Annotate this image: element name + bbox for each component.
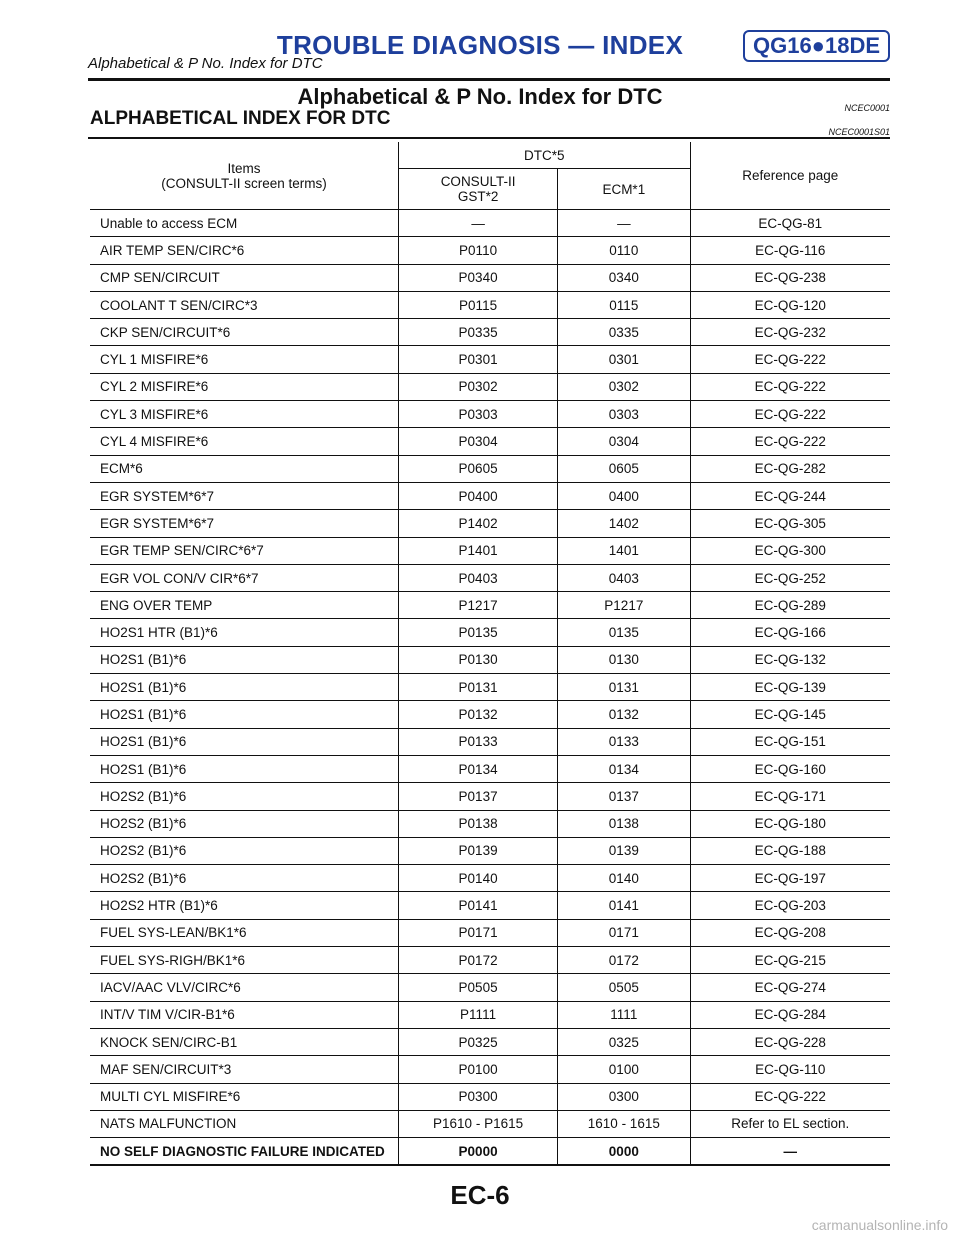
cell-reference: EC-QG-208 xyxy=(690,919,890,946)
cell-consult: P0138 xyxy=(399,810,558,837)
cell-item: HO2S2 HTR (B1)*6 xyxy=(90,892,399,919)
cell-item: Unable to access ECM xyxy=(90,210,399,237)
cell-item: MAF SEN/CIRCUIT*3 xyxy=(90,1056,399,1083)
header-title: TROUBLE DIAGNOSIS — INDEX xyxy=(276,30,684,60)
cell-consult: P0325 xyxy=(399,1028,558,1055)
cell-reference: EC-QG-232 xyxy=(690,319,890,346)
table-row xyxy=(90,1138,890,1166)
cell-consult: P0100 xyxy=(399,1056,558,1083)
cell-consult: P0301 xyxy=(399,346,558,373)
table-row xyxy=(90,783,890,810)
table-row xyxy=(90,291,890,318)
table-row xyxy=(90,646,890,673)
cell-consult: P0137 xyxy=(399,783,558,810)
cell-consult: P0340 xyxy=(399,264,558,291)
cell-ecm: 0137 xyxy=(558,783,690,810)
cell-item: EGR VOL CON/V CIR*6*7 xyxy=(90,564,399,591)
cell-item: ENG OVER TEMP xyxy=(90,592,399,619)
cell-ecm: 0100 xyxy=(558,1056,690,1083)
cell-item: HO2S2 (B1)*6 xyxy=(90,837,399,864)
cell-ecm: 0139 xyxy=(558,837,690,864)
cell-consult: — xyxy=(399,210,558,237)
cell-consult: P1111 xyxy=(399,1001,558,1028)
cell-item: KNOCK SEN/CIRC-B1 xyxy=(90,1028,399,1055)
cell-reference: EC-QG-228 xyxy=(690,1028,890,1055)
cell-reference: EC-QG-274 xyxy=(690,974,890,1001)
cell-ecm: 0335 xyxy=(558,319,690,346)
cell-reference: EC-QG-120 xyxy=(690,291,890,318)
cell-reference: EC-QG-222 xyxy=(690,1083,890,1110)
cell-item: AIR TEMP SEN/CIRC*6 xyxy=(90,237,399,264)
table-row xyxy=(90,210,890,237)
cell-reference: EC-QG-289 xyxy=(690,592,890,619)
cell-item: ECM*6 xyxy=(90,455,399,482)
cell-reference: EC-QG-244 xyxy=(690,482,890,509)
cell-consult: P0300 xyxy=(399,1083,558,1110)
cell-consult: P1610 - P1615 xyxy=(399,1110,558,1137)
cell-reference: EC-QG-110 xyxy=(690,1056,890,1083)
cell-consult: P0000 xyxy=(399,1138,558,1166)
table-row xyxy=(90,755,890,782)
cell-ecm: 0303 xyxy=(558,401,690,428)
header-consult: CONSULT-II GST*2 xyxy=(399,169,558,210)
cell-item: CMP SEN/CIRCUIT xyxy=(90,264,399,291)
cell-reference: EC-QG-222 xyxy=(690,428,890,455)
table-row xyxy=(90,373,890,400)
cell-ecm: 0325 xyxy=(558,1028,690,1055)
cell-consult: P0303 xyxy=(399,401,558,428)
cell-ecm: 0400 xyxy=(558,482,690,509)
cell-reference: EC-QG-116 xyxy=(690,237,890,264)
table-row xyxy=(90,564,890,591)
cell-reference: EC-QG-171 xyxy=(690,783,890,810)
cell-item: HO2S1 (B1)*6 xyxy=(90,674,399,701)
cell-ecm: 0110 xyxy=(558,237,690,264)
cell-ecm: 0140 xyxy=(558,865,690,892)
cell-ecm: 0300 xyxy=(558,1083,690,1110)
cell-ecm: 0133 xyxy=(558,728,690,755)
section-code: NCEC0001 xyxy=(844,103,890,113)
cell-consult: P0141 xyxy=(399,892,558,919)
cell-consult: P0131 xyxy=(399,674,558,701)
cell-reference: EC-QG-160 xyxy=(690,755,890,782)
table-row xyxy=(90,1001,890,1028)
cell-ecm: 0505 xyxy=(558,974,690,1001)
cell-ecm: 1610 - 1615 xyxy=(558,1110,690,1137)
cell-ecm: 0141 xyxy=(558,892,690,919)
cell-reference: EC-QG-222 xyxy=(690,401,890,428)
dtc-index-table xyxy=(90,142,890,1166)
cell-consult: P0110 xyxy=(399,237,558,264)
cell-reference: EC-QG-222 xyxy=(690,346,890,373)
engine-badge: QG16●18DE xyxy=(743,30,890,62)
header-subtitle: Alphabetical & P No. Index for DTC xyxy=(88,55,323,72)
cell-item: IACV/AAC VLV/CIRC*6 xyxy=(90,974,399,1001)
cell-consult: P0134 xyxy=(399,755,558,782)
subsection-title: ALPHABETICAL INDEX FOR DTC xyxy=(90,108,391,129)
cell-item: FUEL SYS-LEAN/BK1*6 xyxy=(90,919,399,946)
cell-ecm: 0138 xyxy=(558,810,690,837)
cell-consult: P1217 xyxy=(399,592,558,619)
section-title: Alphabetical & P No. Index for DTC xyxy=(297,84,663,109)
cell-item: EGR SYSTEM*6*7 xyxy=(90,510,399,537)
table-row xyxy=(90,919,890,946)
cell-ecm: 0135 xyxy=(558,619,690,646)
header-reference: Reference page xyxy=(690,142,890,210)
table-row xyxy=(90,1028,890,1055)
page-number: EC-6 xyxy=(450,1180,510,1210)
cell-ecm: 1111 xyxy=(558,1001,690,1028)
cell-ecm: 0605 xyxy=(558,455,690,482)
table-row xyxy=(90,865,890,892)
table-row xyxy=(90,674,890,701)
cell-item: NO SELF DIAGNOSTIC FAILURE INDICATED xyxy=(90,1138,399,1166)
table-row xyxy=(90,974,890,1001)
table-row xyxy=(90,319,890,346)
cell-ecm: P1217 xyxy=(558,592,690,619)
table-row xyxy=(90,1083,890,1110)
cell-consult: P0335 xyxy=(399,319,558,346)
header-ecm: ECM*1 xyxy=(558,169,690,210)
cell-reference: — xyxy=(690,1138,890,1166)
cell-ecm: 0172 xyxy=(558,947,690,974)
cell-item: HO2S2 (B1)*6 xyxy=(90,810,399,837)
table-row xyxy=(90,837,890,864)
cell-reference: EC-QG-215 xyxy=(690,947,890,974)
cell-consult: P0171 xyxy=(399,919,558,946)
cell-reference: EC-QG-151 xyxy=(690,728,890,755)
table-row xyxy=(90,482,890,509)
cell-consult: P0132 xyxy=(399,701,558,728)
cell-reference: EC-QG-180 xyxy=(690,810,890,837)
cell-ecm: 0130 xyxy=(558,646,690,673)
cell-reference: EC-QG-166 xyxy=(690,619,890,646)
table-row xyxy=(90,810,890,837)
cell-item: CYL 3 MISFIRE*6 xyxy=(90,401,399,428)
cell-item: CYL 1 MISFIRE*6 xyxy=(90,346,399,373)
cell-item: MULTI CYL MISFIRE*6 xyxy=(90,1083,399,1110)
cell-consult: P0130 xyxy=(399,646,558,673)
cell-reference: EC-QG-282 xyxy=(690,455,890,482)
cell-ecm: 0000 xyxy=(558,1138,690,1166)
cell-consult: P0403 xyxy=(399,564,558,591)
table-row xyxy=(90,728,890,755)
cell-item: HO2S2 (B1)*6 xyxy=(90,783,399,810)
cell-ecm: 1402 xyxy=(558,510,690,537)
table-row xyxy=(90,537,890,564)
cell-ecm: 0304 xyxy=(558,428,690,455)
cell-ecm: 0403 xyxy=(558,564,690,591)
cell-item: EGR SYSTEM*6*7 xyxy=(90,482,399,509)
cell-reference: EC-QG-132 xyxy=(690,646,890,673)
cell-consult: P0605 xyxy=(399,455,558,482)
cell-reference: EC-QG-300 xyxy=(690,537,890,564)
table-row xyxy=(90,947,890,974)
cell-item: COOLANT T SEN/CIRC*3 xyxy=(90,291,399,318)
cell-consult: P0304 xyxy=(399,428,558,455)
cell-consult: P0133 xyxy=(399,728,558,755)
cell-reference: EC-QG-305 xyxy=(690,510,890,537)
cell-consult: P0400 xyxy=(399,482,558,509)
cell-ecm: 0302 xyxy=(558,373,690,400)
cell-consult: P0172 xyxy=(399,947,558,974)
cell-reference: EC-QG-145 xyxy=(690,701,890,728)
cell-item: HO2S1 (B1)*6 xyxy=(90,728,399,755)
table-row xyxy=(90,619,890,646)
cell-item: HO2S1 (B1)*6 xyxy=(90,701,399,728)
cell-reference: EC-QG-284 xyxy=(690,1001,890,1028)
cell-consult: P0135 xyxy=(399,619,558,646)
table-row xyxy=(90,346,890,373)
table-row xyxy=(90,1110,890,1137)
cell-consult: P1402 xyxy=(399,510,558,537)
cell-reference: EC-QG-188 xyxy=(690,837,890,864)
cell-item: HO2S1 HTR (B1)*6 xyxy=(90,619,399,646)
cell-item: CYL 4 MISFIRE*6 xyxy=(90,428,399,455)
cell-item: INT/V TIM V/CIR-B1*6 xyxy=(90,1001,399,1028)
cell-ecm: 0134 xyxy=(558,755,690,782)
cell-item: HO2S1 (B1)*6 xyxy=(90,646,399,673)
cell-item: NATS MALFUNCTION xyxy=(90,1110,399,1137)
cell-reference: EC-QG-238 xyxy=(690,264,890,291)
cell-item: HO2S1 (B1)*6 xyxy=(90,755,399,782)
header-divider xyxy=(88,78,890,81)
cell-ecm: 0171 xyxy=(558,919,690,946)
header-items: Items (CONSULT-II screen terms) xyxy=(90,142,399,210)
watermark: carmanualsonline.info xyxy=(811,1217,948,1233)
table-row xyxy=(90,237,890,264)
cell-consult: P0302 xyxy=(399,373,558,400)
subsection-code: NCEC0001S01 xyxy=(828,127,890,137)
cell-reference: EC-QG-81 xyxy=(690,210,890,237)
cell-ecm: 0132 xyxy=(558,701,690,728)
section-divider xyxy=(88,137,890,139)
cell-consult: P0140 xyxy=(399,865,558,892)
table-row xyxy=(90,701,890,728)
table-row xyxy=(90,401,890,428)
cell-ecm: 1401 xyxy=(558,537,690,564)
cell-ecm: — xyxy=(558,210,690,237)
table-row xyxy=(90,1056,890,1083)
cell-ecm: 0301 xyxy=(558,346,690,373)
cell-item: CYL 2 MISFIRE*6 xyxy=(90,373,399,400)
cell-reference: EC-QG-197 xyxy=(690,865,890,892)
cell-reference: EC-QG-222 xyxy=(690,373,890,400)
table-row xyxy=(90,592,890,619)
cell-ecm: 0115 xyxy=(558,291,690,318)
cell-item: FUEL SYS-RIGH/BK1*6 xyxy=(90,947,399,974)
cell-item: HO2S2 (B1)*6 xyxy=(90,865,399,892)
cell-item: EGR TEMP SEN/CIRC*6*7 xyxy=(90,537,399,564)
cell-ecm: 0131 xyxy=(558,674,690,701)
dtc-table-body xyxy=(90,210,890,1166)
cell-reference: EC-QG-203 xyxy=(690,892,890,919)
cell-reference: EC-QG-139 xyxy=(690,674,890,701)
cell-consult: P1401 xyxy=(399,537,558,564)
table-row xyxy=(90,264,890,291)
cell-consult: P0115 xyxy=(399,291,558,318)
table-row xyxy=(90,428,890,455)
table-row xyxy=(90,455,890,482)
cell-reference: Refer to EL section. xyxy=(690,1110,890,1137)
cell-item: CKP SEN/CIRCUIT*6 xyxy=(90,319,399,346)
table-row xyxy=(90,510,890,537)
table-row xyxy=(90,892,890,919)
header-dtc: DTC*5 xyxy=(399,142,691,169)
cell-ecm: 0340 xyxy=(558,264,690,291)
cell-reference: EC-QG-252 xyxy=(690,564,890,591)
cell-consult: P0505 xyxy=(399,974,558,1001)
cell-consult: P0139 xyxy=(399,837,558,864)
